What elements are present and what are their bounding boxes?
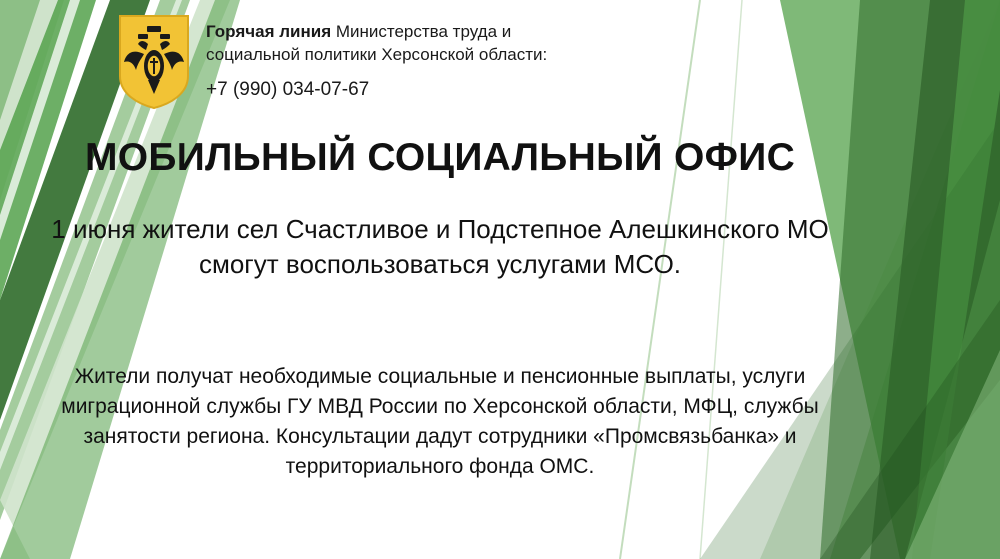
hotline-info xyxy=(206,14,547,101)
header xyxy=(118,14,547,110)
page-title: МОБИЛЬНЫЙ СОЦИАЛЬНЫЙ ОФИС xyxy=(84,136,796,179)
hotline-phone: +7 (990) 034-07-67 xyxy=(206,79,370,100)
hotline-line-2: социальной политики Херсонской области: xyxy=(206,45,548,64)
body-paragraph: Жители получат необходимые социальные и пенсионные выплаты, услуги миграционной службы ГУ МВД России по Херсонской области, МФЦ, службы занятости региона. Консультации дадут сотрудники «Промсвязьбанка» и территориального фонда ОМС. xyxy=(61,365,819,478)
hotline-bold-label: Горячая линия xyxy=(206,22,332,41)
russian-coat-of-arms-icon xyxy=(118,14,190,110)
lead-paragraph: 1 июня жители сел Счастливое и Подстепное Алешкинского МО смогут воспользоваться услугами МСО. xyxy=(51,214,829,279)
hotline-rest-label: Министерства труда и xyxy=(331,22,512,41)
hotline-line-1 xyxy=(206,20,547,43)
